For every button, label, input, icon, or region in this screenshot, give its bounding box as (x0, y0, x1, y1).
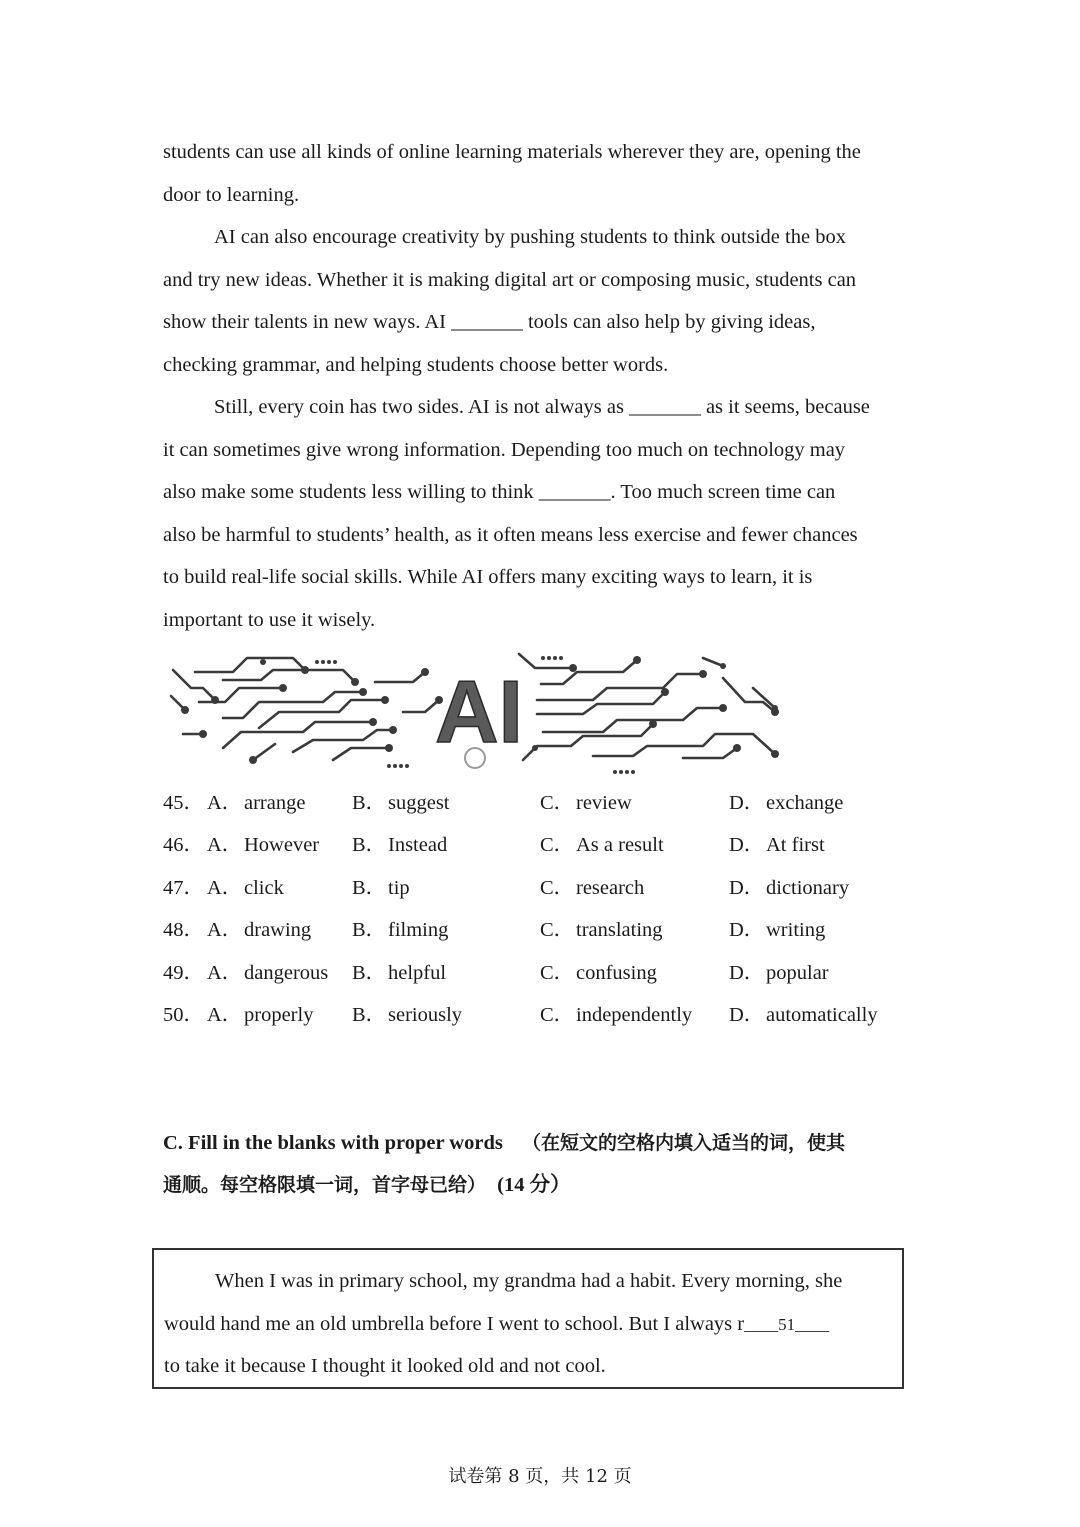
fill-in-passage (164, 1260, 894, 1388)
option-letter: C． (540, 919, 575, 941)
passage-line: also be harmful to students’ health, as it often means less exercise and fewer chances (163, 523, 858, 546)
question-number: 47． (163, 877, 204, 899)
passage (163, 131, 923, 641)
passage-text: would hand me an old umbrella before I went to school. But I always r (164, 1312, 745, 1335)
section-c-points: (14 分） (497, 1174, 571, 1196)
question-number: 50． (163, 1004, 204, 1026)
option-c[interactable]: As a result (576, 834, 664, 856)
passage-line: students can use all kinds of online learning materials wherever they are, opening the (163, 141, 861, 163)
question-47 (163, 867, 923, 909)
option-letter: B． (352, 1004, 387, 1026)
option-letter: B． (352, 919, 387, 941)
passage-line: door to learning. (163, 183, 300, 206)
option-letter: B． (352, 792, 387, 814)
option-letter: A． (207, 792, 243, 814)
question-number: 48． (163, 919, 204, 941)
option-a[interactable]: drawing (244, 919, 312, 941)
passage-line: AI can also encourage creativity by pushing students to think outside the box (214, 226, 846, 248)
section-c-instruction: （在短文的空格内填入适当的词，使其 (521, 1132, 845, 1154)
passage-line: important to use it wisely. (163, 608, 376, 631)
passage-line (164, 1303, 894, 1346)
option-letter: A． (207, 834, 243, 856)
question-45 (163, 782, 923, 824)
option-letter: B． (352, 834, 387, 856)
option-c[interactable]: translating (576, 919, 663, 941)
option-letter: B． (352, 877, 387, 899)
question-50 (163, 994, 923, 1036)
option-letter: D． (729, 834, 765, 856)
option-letter: A． (207, 877, 243, 899)
option-letter: A． (207, 1004, 243, 1026)
blank-51[interactable]: ____51____ (744, 1314, 830, 1334)
question-number: 46． (163, 834, 204, 856)
option-c[interactable]: confusing (576, 962, 657, 984)
question-48 (163, 909, 923, 951)
option-letter: D． (729, 1004, 765, 1026)
option-a[interactable]: However (244, 834, 320, 856)
ai-logo-text: AI (435, 662, 523, 761)
option-letter: D． (729, 919, 765, 941)
option-letter: C． (540, 834, 575, 856)
option-a[interactable]: click (244, 877, 284, 899)
passage-line: checking grammar, and helping students choose better words. (163, 353, 669, 376)
option-d[interactable]: automatically (766, 1004, 878, 1026)
option-letter: C． (540, 962, 575, 984)
passage-line: also make some students less willing to think _______. Too much screen time can (163, 481, 836, 503)
passage-line: to build real-life social skills. While AI offers many exciting ways to learn, it is (163, 566, 813, 588)
option-letter: D． (729, 877, 765, 899)
question-46 (163, 824, 923, 866)
option-d[interactable]: exchange (766, 792, 844, 814)
fill-in-passage-box (152, 1248, 904, 1389)
option-a[interactable]: properly (244, 1004, 314, 1026)
option-c[interactable]: independently (576, 1004, 693, 1026)
page-footer: 试卷第 8 页，共 12 页 (448, 1466, 632, 1487)
question-number: 45． (163, 792, 204, 814)
option-b[interactable]: Instead (388, 834, 448, 856)
option-letter: D． (729, 962, 765, 984)
passage-line: and try new ideas. Whether it is making digital art or composing music, students can (163, 268, 857, 291)
option-d[interactable]: writing (766, 919, 826, 941)
option-b[interactable]: filming (388, 919, 449, 941)
option-d[interactable]: dictionary (766, 877, 850, 899)
passage-line: it can sometimes give wrong information. Depending too much on technology may (163, 438, 846, 461)
circuit-ai-illustration (163, 648, 793, 778)
option-c[interactable]: research (576, 877, 645, 899)
option-letter: A． (207, 962, 243, 984)
passage-line: Still, every coin has two sides. AI is not always as _______ as it seems, because (214, 396, 870, 418)
passage-line: show their talents in new ways. AI _______ tools can also help by giving ideas, (163, 311, 816, 333)
option-a[interactable]: dangerous (244, 962, 329, 984)
option-a[interactable]: arrange (244, 792, 306, 814)
option-d[interactable]: At first (766, 834, 825, 856)
option-c[interactable]: review (576, 792, 632, 814)
section-c-instruction-cont: 通顺。每空格限填一词，首字母已给） (163, 1174, 487, 1196)
question-number: 49． (163, 962, 204, 984)
option-d[interactable]: popular (766, 962, 829, 984)
section-c-title: C. Fill in the blanks with proper words (163, 1132, 503, 1154)
section-c-heading (163, 1122, 923, 1206)
passage-line: When I was in primary school, my grandma had a habit. Every morning, she (215, 1270, 843, 1292)
option-b[interactable]: tip (388, 877, 410, 899)
question-49 (163, 952, 923, 994)
option-b[interactable]: seriously (388, 1004, 463, 1026)
option-letter: C． (540, 792, 575, 814)
option-b[interactable]: helpful (388, 962, 447, 984)
option-letter: D． (729, 792, 765, 814)
option-b[interactable]: suggest (388, 792, 450, 814)
option-letter: B． (352, 962, 387, 984)
option-letter: C． (540, 1004, 575, 1026)
option-letter: A． (207, 919, 243, 941)
passage-line: to take it because I thought it looked old and not cool. (164, 1355, 606, 1377)
option-letter: C． (540, 877, 575, 899)
